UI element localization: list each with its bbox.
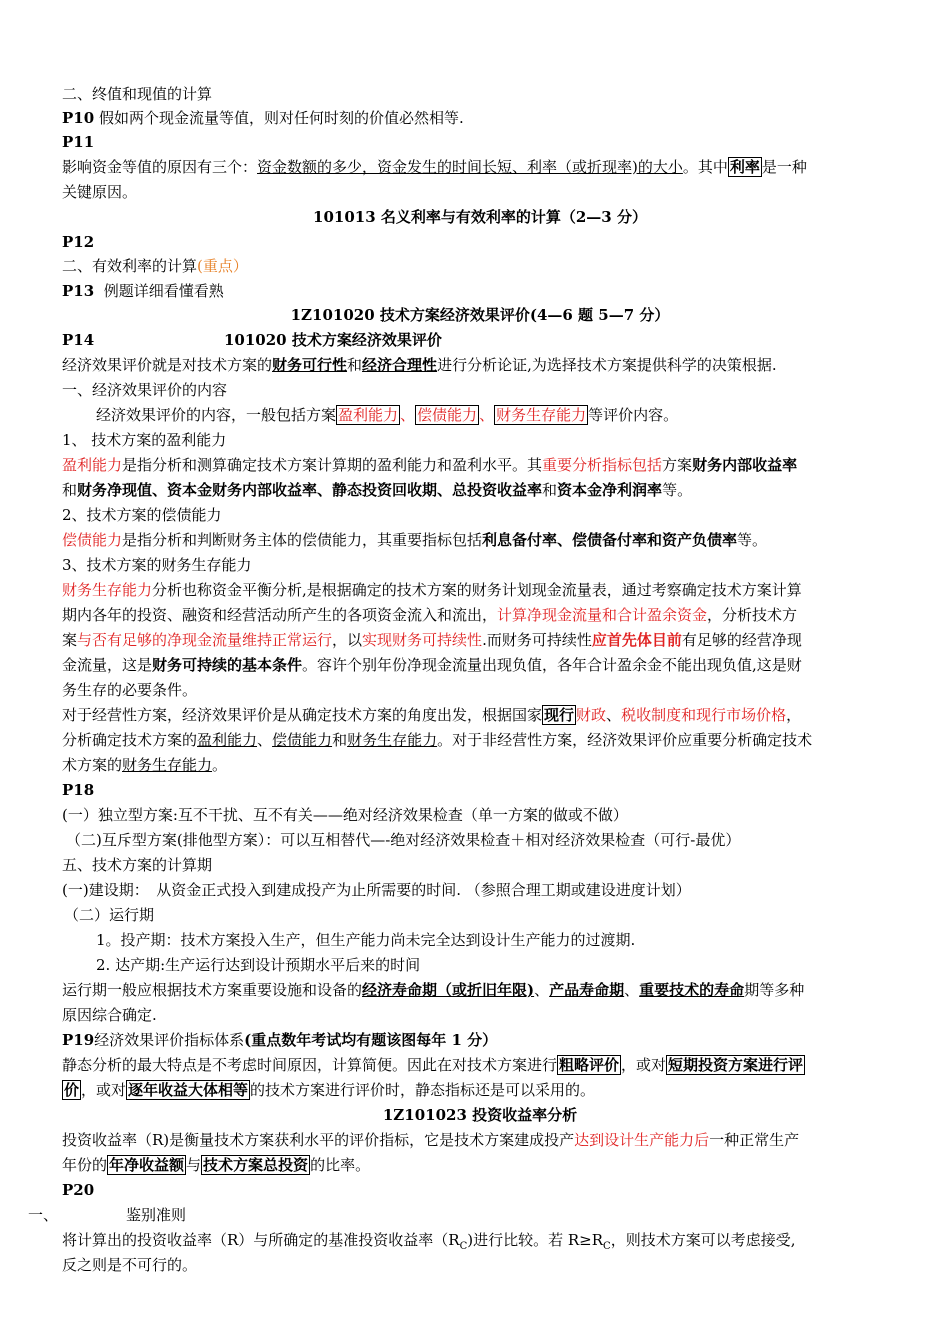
paragraph-line [62, 528, 898, 552]
subsection-title: 101020 技术方案经济效果评价 [224, 331, 442, 349]
red-text: 重要分析指标包括 [542, 456, 663, 474]
text: ，分析技术方 [707, 606, 798, 624]
text: 例题详细看懂看熟 [103, 282, 224, 300]
boxed-red-term: 财务生存能力 [496, 406, 587, 424]
text: 期等多种 [744, 981, 805, 999]
p19-line [62, 1028, 898, 1052]
boxed-keyword: 价 [64, 1081, 80, 1099]
text: 、 [606, 706, 622, 724]
bold-text: 资本金净利润率 [557, 481, 663, 499]
text: .而财务可持续性 [482, 631, 592, 649]
underlined-text: 财务生存能力 [347, 731, 438, 749]
text: 和 [347, 356, 363, 374]
underlined-text: 财务生存能力 [122, 756, 213, 774]
underlined-text: 资金数额的多少，资金发生的时间长短、利率（或折现率)的大小 [257, 158, 683, 176]
text: 等评价内容。 [588, 406, 679, 424]
text: 影响资金等值的原因有三个： [62, 158, 258, 176]
text: 投资收益率（R)是衡量技术方案获利水平的评价指标，它是技术方案建成投产 [62, 1131, 575, 1149]
list-item-independent: (一）独立型方案:互不干扰、互不有关——绝对经济效果检查（单一方案的做或不做） [62, 806, 628, 824]
subheading-solvency: 2、技术方案的偿债能力 [62, 506, 222, 524]
text: ，以 [332, 631, 363, 649]
key-term: 经济合理性 [362, 356, 438, 374]
p14-line [62, 328, 898, 352]
text: 静态分析的最大特点是不考虑时间原因，计算简便。因此在对技术方案进行 [62, 1056, 558, 1074]
boxed-keyword: 年净收益额 [109, 1156, 185, 1174]
paragraph-line [62, 753, 898, 777]
text: 分析确定技术方案的 [62, 731, 198, 749]
text: 分析也称资金平衡分析,是根据确定的技术方案的财务计划现金流量表，通过考察确定技术方案计算 [152, 581, 802, 599]
text: 经济效果评价的内容，一般包括方案 [96, 406, 337, 424]
text: ，则技术方案可以考虑接受, [610, 1231, 796, 1249]
section-heading-effective-rate [62, 254, 898, 278]
red-term: 财务生存能力 [62, 581, 153, 599]
text: 的比率。 [310, 1156, 371, 1174]
text: ， [786, 706, 802, 724]
red-text: 实现财务可持续性 [362, 631, 483, 649]
text: 术方案的 [62, 756, 123, 774]
red-text: 达到设计生产能力后 [574, 1131, 710, 1149]
boxed-red-term: 盈利能力 [338, 406, 399, 424]
paragraph-line [96, 403, 932, 427]
red-term: 偿债能力 [62, 531, 123, 549]
text: 等。 [737, 531, 768, 549]
text: 。 [212, 756, 228, 774]
text: 对于经营性方案，经济效果评价是从确定技术方案的角度出发，根据国家 [62, 706, 543, 724]
paragraph-line [62, 1128, 898, 1152]
paragraph-line [62, 628, 898, 652]
paragraph-line [62, 1153, 898, 1177]
list-item-construction-period: (一)建设期： 从资金正式投入到建成投产为止所需要的时间. （参照合理工期或建设进度计划） [62, 881, 691, 899]
text: )进行比较。若 R≥R [467, 1231, 604, 1249]
section-heading-criteria [28, 1203, 864, 1227]
paragraph-line: 关键原因。 [62, 183, 138, 201]
text: ，或对 [621, 1056, 667, 1074]
bold-text: 利息备付率、偿债备付率和资产负债率 [482, 531, 738, 549]
list-item-operation-period: （二）运行期 [64, 906, 155, 924]
text: 年份的 [62, 1156, 108, 1174]
page-ref-p20: P20 [62, 1181, 95, 1199]
text: 。容许个别年份净现金流量出现负值，各年合计盈余金不能出现负值,这是财 [302, 656, 802, 674]
paragraph-line [62, 353, 898, 377]
subheading-financial-survival: 3、技术方案的财务生存能力 [62, 556, 252, 574]
page-ref-p11: P11 [62, 133, 95, 151]
text: 二、有效利率的计算 [62, 257, 198, 275]
underlined-text: 盈利能力 [197, 731, 258, 749]
red-text: 财政 [576, 706, 607, 724]
boxed-red-term: 偿债能力 [417, 406, 478, 424]
section-title-101013: 101013 名义利率与有效利率的计算（2—3 分） [313, 208, 647, 226]
paragraph-line: 务生存的必要条件。 [62, 681, 198, 699]
page-ref: P14 [62, 331, 95, 349]
paragraph-line [62, 453, 898, 477]
text: 经济效果评价就是对技术方案的 [62, 356, 273, 374]
text: 是指分析和测算确定技术方案计算期的盈利能力和盈利水平。其 [122, 456, 543, 474]
text: 、 [257, 731, 273, 749]
text: 是指分析和判断财务主体的偿债能力，其重要指标包括 [122, 531, 483, 549]
boxed-keyword: 逐年收益大体相等 [128, 1081, 249, 1099]
text: 是一种 [761, 158, 807, 176]
paragraph-line [62, 728, 898, 752]
paragraph-line [62, 1078, 898, 1102]
bold-text: 财务净现值、资本金财务内部收益率、静态投资回收期、总投资收益率 [77, 481, 543, 499]
boxed-keyword: 利率 [729, 158, 760, 176]
subscript: C [603, 1241, 611, 1252]
text: 和 [62, 481, 78, 499]
subheading-profitability: 1、 技术方案的盈利能力 [62, 431, 227, 449]
text: 方案 [662, 456, 693, 474]
red-term: 盈利能力 [62, 456, 123, 474]
text: 与 [186, 1156, 202, 1174]
page-ref: P10 [62, 109, 95, 127]
paragraph-line [62, 653, 898, 677]
text: 、 [534, 981, 550, 999]
text: 经济效果评价指标体系 [94, 1031, 245, 1049]
red-bold-text: 应首先体目前 [591, 631, 682, 649]
bold-text: 财务内部收益率 [692, 456, 798, 474]
text: 、 [479, 406, 495, 424]
paragraph-line: 反之则是不可行的。 [62, 1256, 198, 1274]
section-heading-evaluation-content: 一、经济效果评价的内容 [62, 381, 228, 399]
section-heading-future-present-value: 二、终值和现值的计算 [62, 85, 213, 103]
text: 有足够的经营净现 [681, 631, 802, 649]
text: 一、 [28, 1206, 59, 1224]
text: 一种正常生产 [709, 1131, 800, 1149]
list-item-full-production: 2. 达产期:生产运行达到设计预期水平后来的时间 [96, 956, 421, 974]
text: 、 [624, 981, 640, 999]
text: 将计算出的投资收益率（R）与所确定的基准投资收益率（R [62, 1231, 460, 1249]
text: ，或对 [81, 1081, 127, 1099]
section-heading-calc-period: 五、技术方案的计算期 [62, 856, 213, 874]
text: 鉴别准则 [126, 1206, 187, 1224]
paragraph-line [62, 478, 898, 502]
list-item-exclusive: （二)互斥型方案(排他型方案）：可以互相替代—-绝对经济效果检查＋相对经济效果检查（可行-最优） [66, 831, 741, 849]
paragraph-line [62, 703, 898, 727]
key-term: 经济寿命期（或折旧年限) [362, 981, 535, 999]
paragraph-line [62, 155, 898, 179]
page-ref: P13 [62, 282, 95, 300]
page-ref-p18: P18 [62, 781, 95, 799]
p13-line [62, 279, 898, 303]
boxed-keyword: 技术方案总投资 [203, 1156, 309, 1174]
text: 期内各年的投资、融资和经营活动所产生的各项资金流入和流出， [62, 606, 498, 624]
text: 。对于非经营性方案，经济效果评价应重要分析确定技术 [437, 731, 813, 749]
text: 进行分析论证,为选择技术方案提供科学的决策根据. [437, 356, 777, 374]
p10-line [62, 106, 898, 130]
red-text: 计算净现金流量和合计盈余资金 [497, 606, 708, 624]
key-term: 财务可行性 [272, 356, 348, 374]
paragraph-line [62, 603, 898, 627]
text: 。其中 [682, 158, 728, 176]
boxed-keyword: 现行 [544, 706, 575, 724]
boxed-keyword: 粗略评价 [559, 1056, 620, 1074]
red-text: 与否有足够的净现金流量维持正常运行 [77, 631, 333, 649]
paragraph-line [62, 578, 898, 602]
text: 等。 [662, 481, 693, 499]
paragraph-line [62, 978, 898, 1002]
text: 和 [542, 481, 558, 499]
key-term: 重要技术的寿命 [639, 981, 745, 999]
bold-text: 财务可持续的基本条件 [152, 656, 303, 674]
text: 、 [400, 406, 416, 424]
list-item-commissioning: 1。投产期：技术方案投入生产，但生产能力尚未完全达到设计生产能力的过渡期. [96, 931, 636, 949]
paragraph-line [62, 1053, 898, 1077]
key-term: 产品寿命期 [549, 981, 625, 999]
red-text: 税收制度和现行市场价格 [621, 706, 787, 724]
page-ref-p12: P12 [62, 233, 95, 251]
page-ref: P19 [62, 1031, 95, 1049]
subscript: C [459, 1241, 468, 1252]
section-title-1z101023: 1Z101023 投资收益率分析 [382, 1106, 578, 1124]
underlined-text: 偿债能力 [272, 731, 333, 749]
text: 假如两个现金流量等值，则对任何时刻的价值必然相等. [98, 109, 464, 127]
text: 案 [62, 631, 78, 649]
bold-text: (重点数年考试均有题该图每年 1 分） [244, 1031, 498, 1049]
text: 和 [332, 731, 348, 749]
text: 的技术方案进行评价时，静态指标还是可以采用的。 [250, 1081, 596, 1099]
highlight-note: (重点） [197, 257, 248, 275]
paragraph-line: 原因综合确定. [62, 1006, 157, 1024]
text: 运行期一般应根据技术方案重要设施和设备的 [62, 981, 363, 999]
text: 金流量，这是 [62, 656, 153, 674]
boxed-keyword: 短期投资方案进行评 [668, 1056, 804, 1074]
section-title-1z101020: 1Z101020 技术方案经济效果评价(4—6 题 5—7 分） [290, 306, 670, 324]
